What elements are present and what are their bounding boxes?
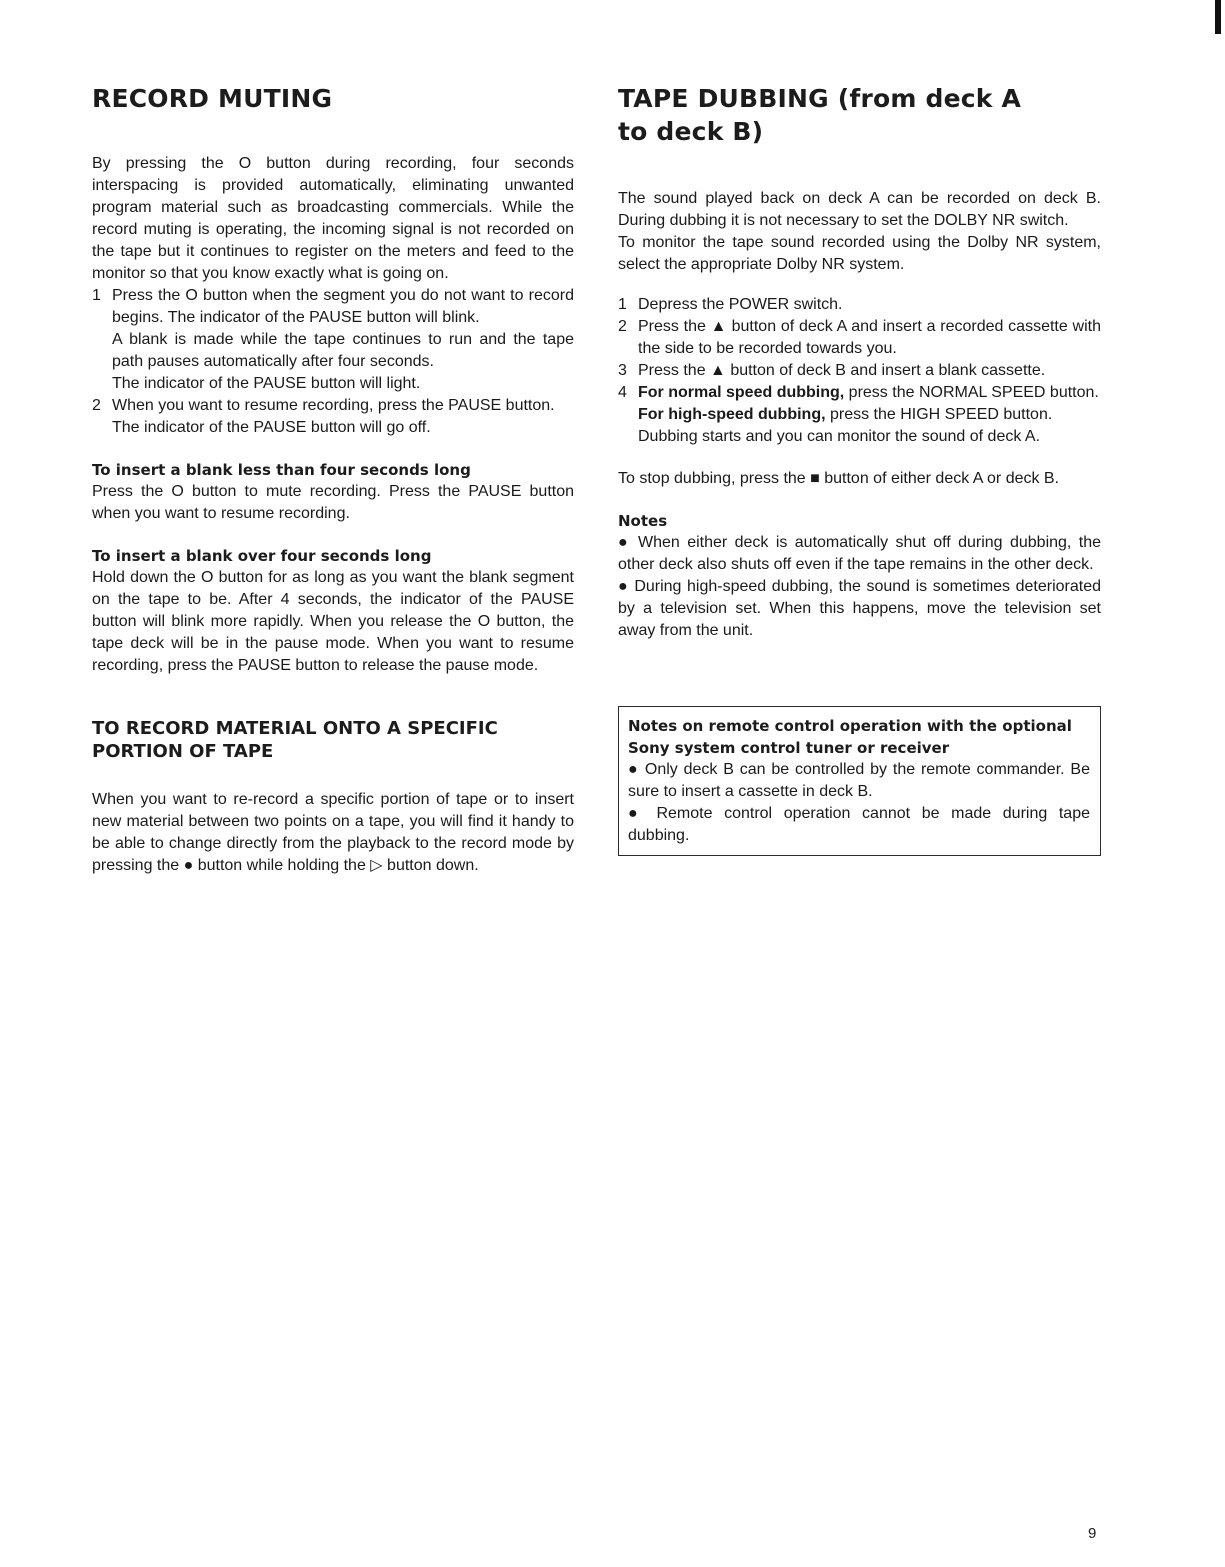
step-number: 4 <box>618 384 627 401</box>
specific-portion-section <box>92 717 574 877</box>
step-text: A blank is made while the tape continues to run and the tape path pauses automatically after four seconds. <box>112 331 574 370</box>
tape-dubbing-section <box>618 82 1101 490</box>
step-text: Press the ▲ button of deck A and insert a recorded cassette with the side to be recorded towards you. <box>638 318 1101 357</box>
step-text: The indicator of the PAUSE button will light. <box>112 375 421 392</box>
blank-less-section <box>92 459 574 525</box>
dubbing-step-4 <box>618 382 1101 448</box>
tape-dubbing-intro-2: To monitor the tape sound recorded using the Dolby NR system, select the appropriate Dolby NR system. <box>618 234 1101 273</box>
high-speed-label: For high-speed dubbing, <box>638 406 826 423</box>
notes-heading: Notes <box>618 512 668 530</box>
step-number: 1 <box>92 287 101 304</box>
remote-notes-heading: Notes on remote control operation with the optional Sony system control tuner or receiver <box>628 717 1072 757</box>
step-text: The indicator of the PAUSE button will go off. <box>112 419 431 436</box>
record-muting-intro: By pressing the O button during recording, four seconds interspacing is provided automatically, eliminating unwanted program material such as broadcasting commercials. While the record muting is operating, the incoming signal is not recorded on the tape but it continues to register on the meters and feed to the monitor so that you know exactly what is going on. <box>92 155 574 282</box>
specific-portion-heading: TO RECORD MATERIAL ONTO A SPECIFIC PORTION OF TAPE <box>92 718 498 762</box>
tape-dubbing-steps <box>618 294 1101 448</box>
step-text <box>638 382 1101 404</box>
dubbing-step-3 <box>618 360 1101 382</box>
dubbing-step-1 <box>618 294 1101 316</box>
record-muting-section <box>92 82 574 439</box>
step-text: When you want to resume recording, press the PAUSE button. <box>112 397 555 414</box>
normal-speed-label: For normal speed dubbing, <box>638 384 845 401</box>
step-number: 1 <box>618 296 627 313</box>
step-number: 2 <box>92 397 101 414</box>
step-text <box>638 404 1101 426</box>
specific-portion-text: When you want to re-record a specific portion of tape or to insert new material between two points on a tape, you will find it handy to be able to change directly from the playback to the record mode by pressing the ● button while holding the ▷ button down. <box>92 791 574 874</box>
tape-dubbing-title: TAPE DUBBING (from deck A to deck B) <box>618 84 1022 146</box>
right-column <box>618 82 1101 856</box>
blank-over-heading: To insert a blank over four seconds long <box>92 547 432 565</box>
record-muting-steps <box>92 285 574 439</box>
step-text: Press the ▲ button of deck B and insert a blank cassette. <box>638 362 1046 379</box>
page-number: 9 <box>1088 1525 1097 1542</box>
blank-less-heading: To insert a blank less than four seconds long <box>92 461 471 479</box>
dubbing-step-2 <box>618 316 1101 360</box>
note-item: ● When either deck is automatically shut off during dubbing, the other deck also shuts off even if the tape remains in the other deck. <box>618 534 1101 573</box>
blank-over-text: Hold down the O button for as long as you want the blank segment on the tape to be. After 4 seconds, the indicator of the PAUSE button will blink more rapidly. When you release the O button, the tape deck will be in the pause mode. When you want to resume recording, press the PAUSE button to release the pause mode. <box>92 569 574 674</box>
high-speed-text: press the HIGH SPEED button. <box>825 406 1053 423</box>
stop-dubbing-text: To stop dubbing, press the ■ button of either deck A or deck B. <box>618 470 1060 487</box>
remote-control-notes-box <box>618 706 1101 856</box>
step-text: Depress the POWER switch. <box>638 296 843 313</box>
step-text: Press the O button when the segment you do not want to record begins. The indicator of the PAUSE button will blink. <box>112 287 574 326</box>
left-column <box>92 82 574 877</box>
record-muting-step-2 <box>92 395 574 439</box>
remote-note-item: ● Only deck B can be controlled by the remote commander. Be sure to insert a cassette in deck B. <box>628 761 1090 800</box>
record-muting-title: RECORD MUTING <box>92 84 333 113</box>
step-text: Dubbing starts and you can monitor the sound of deck A. <box>638 428 1041 445</box>
blank-over-section <box>92 545 574 677</box>
tape-dubbing-intro-1: The sound played back on deck A can be recorded on deck B. During dubbing it is not necessary to set the DOLBY NR switch. <box>618 190 1101 229</box>
step-number: 2 <box>618 318 627 335</box>
blank-less-text: Press the O button to mute recording. Press the PAUSE button when you want to resume recording. <box>92 483 574 522</box>
remote-note-item: ● Remote control operation cannot be made during tape dubbing. <box>628 805 1090 844</box>
note-item: ● During high-speed dubbing, the sound is sometimes deteriorated by a television set. When this happens, move the television set away from the unit. <box>618 578 1101 639</box>
record-muting-step-1 <box>92 285 574 395</box>
scan-edge-mark <box>1215 0 1221 34</box>
notes-section <box>618 510 1101 642</box>
normal-speed-text: press the NORMAL SPEED button. <box>844 384 1099 401</box>
step-number: 3 <box>618 362 627 379</box>
